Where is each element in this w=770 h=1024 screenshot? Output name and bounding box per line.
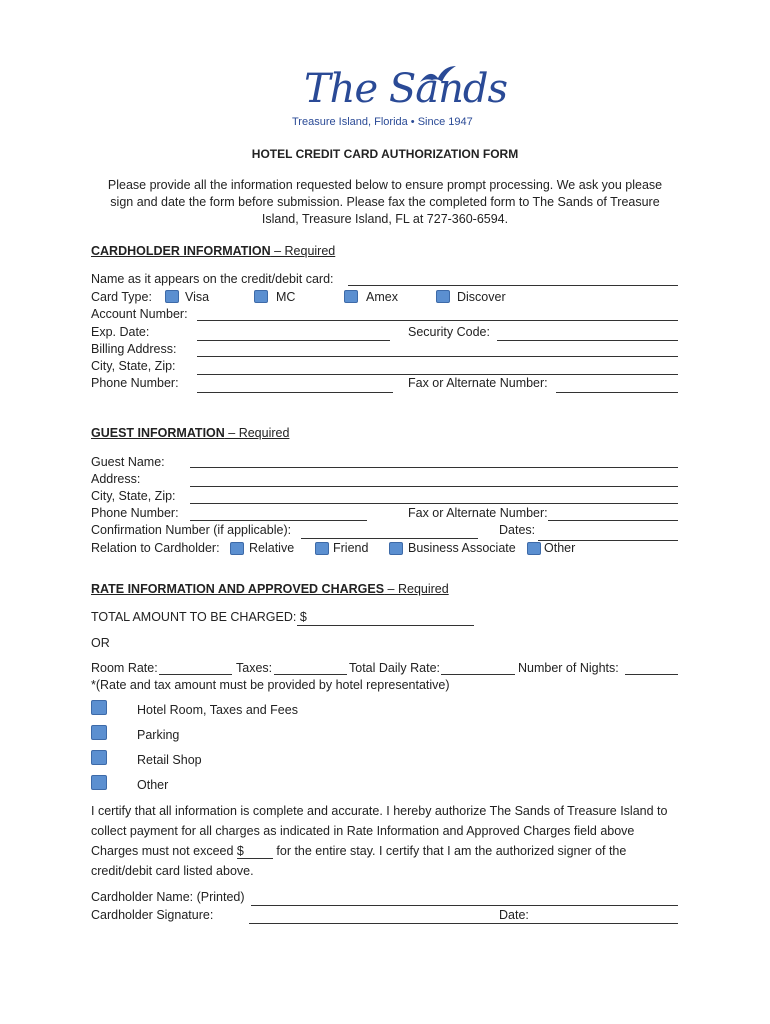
- confirmation-number-label: Confirmation Number (if applicable):: [91, 523, 292, 537]
- rate-note: *(Rate and tax amount must be provided by hotel representative): [91, 678, 450, 692]
- charge-hotel-checkbox[interactable]: [91, 700, 107, 715]
- guest-fax-label: Fax or Alternate Number:: [408, 506, 548, 520]
- required-note: – Required: [384, 582, 449, 596]
- relation-business-checkbox[interactable]: [389, 542, 403, 555]
- guest-city-field[interactable]: [190, 503, 678, 504]
- guest-phone-field[interactable]: [190, 520, 367, 521]
- required-note: – Required: [224, 426, 290, 440]
- account-number-field[interactable]: [197, 320, 678, 321]
- charge-hotel-label: Hotel Room, Taxes and Fees: [137, 703, 298, 717]
- relation-friend-checkbox[interactable]: [315, 542, 329, 555]
- billing-city-label: City, State, Zip:: [91, 359, 176, 373]
- card-type-label: Card Type:: [91, 290, 152, 304]
- certify-line: credit/debit card listed above.: [91, 864, 254, 878]
- certify-line: collect payment for all charges as indicated in Rate Information and Approved Charges field above: [91, 824, 635, 838]
- certify-line: I certify that all information is complete and accurate. I hereby authorize The Sands of Treasure Island to: [91, 804, 668, 818]
- intro-line: Island, Treasure Island, FL at 727-360-6594.: [261, 212, 509, 226]
- relation-relative-checkbox[interactable]: [230, 542, 244, 555]
- billing-address-label: Billing Address:: [91, 342, 177, 356]
- guest-fax-field[interactable]: [548, 520, 678, 521]
- account-number-label: Account Number:: [91, 307, 188, 321]
- certification-paragraph: [91, 801, 667, 881]
- intro-line: Please provide all the information requested below to ensure prompt processing. We ask you please: [107, 178, 663, 192]
- rate-section-heading: [91, 582, 449, 596]
- cardholder-heading: CARDHOLDER INFORMATION: [91, 244, 271, 258]
- guest-name-field[interactable]: [190, 467, 678, 468]
- guest-name-label: Guest Name:: [91, 455, 165, 469]
- total-amount-field[interactable]: [297, 625, 474, 626]
- card-type-amex-checkbox[interactable]: [344, 290, 358, 303]
- billing-address-field[interactable]: [197, 356, 678, 357]
- nights-field[interactable]: [625, 674, 678, 675]
- charge-retail-checkbox[interactable]: [91, 750, 107, 765]
- logo-tagline: Treasure Island, Florida • Since 1947: [292, 116, 473, 128]
- dates-label: Dates:: [499, 523, 536, 537]
- cardholder-phone-label: Phone Number:: [91, 376, 179, 390]
- charge-other-checkbox[interactable]: [91, 775, 107, 790]
- guest-section-heading: [91, 426, 289, 440]
- daily-rate-field[interactable]: [441, 674, 515, 675]
- guest-heading: GUEST INFORMATION: [91, 426, 225, 440]
- form-title: HOTEL CREDIT CARD AUTHORIZATION FORM: [251, 147, 519, 161]
- charge-parking-label: Parking: [137, 728, 180, 742]
- nights-label: Number of Nights:: [518, 661, 619, 675]
- certify-text: Charges must not exceed: [91, 844, 237, 858]
- relation-relative-label: Relative: [249, 541, 295, 555]
- certify-line: [91, 841, 667, 861]
- card-type-mc-checkbox[interactable]: [254, 290, 268, 303]
- guest-city-label: City, State, Zip:: [91, 489, 176, 503]
- guest-address-field[interactable]: [190, 486, 678, 487]
- required-note: – Required: [270, 244, 336, 258]
- card-type-visa-checkbox[interactable]: [165, 290, 179, 303]
- charge-parking-checkbox[interactable]: [91, 725, 107, 740]
- cardholder-name-field[interactable]: [348, 285, 678, 286]
- card-type-mc-label: MC: [276, 290, 296, 304]
- guest-address-label: Address:: [91, 472, 141, 486]
- intro-paragraph: [0, 177, 770, 228]
- guest-phone-label: Phone Number:: [91, 506, 179, 520]
- card-type-discover-label: Discover: [457, 290, 506, 304]
- cardholder-fax-label: Fax or Alternate Number:: [408, 376, 548, 390]
- signature-field[interactable]: [249, 923, 678, 924]
- relation-other-label: Other: [544, 541, 576, 555]
- card-type-visa-label: Visa: [185, 290, 210, 304]
- room-rate-label: Room Rate:: [91, 661, 158, 675]
- confirmation-number-field[interactable]: [301, 538, 478, 539]
- charge-limit-field[interactable]: $: [237, 844, 273, 859]
- or-label: OR: [91, 636, 110, 650]
- signature-label: Cardholder Signature:: [91, 908, 214, 922]
- charge-retail-label: Retail Shop: [137, 753, 202, 767]
- security-code-label: Security Code:: [408, 325, 490, 339]
- relation-business-label: Business Associate: [408, 541, 516, 555]
- rate-heading: RATE INFORMATION AND APPROVED CHARGES: [91, 582, 385, 596]
- taxes-label: Taxes:: [236, 661, 273, 675]
- billing-city-field[interactable]: [197, 374, 678, 375]
- relation-label: Relation to Cardholder:: [91, 541, 220, 555]
- logo: [290, 60, 507, 132]
- exp-date-label: Exp. Date:: [91, 325, 150, 339]
- certify-text: for the entire stay. I certify that I am the authorized signer of the: [272, 844, 627, 858]
- relation-other-checkbox[interactable]: [527, 542, 541, 555]
- total-amount-label: TOTAL AMOUNT TO BE CHARGED: $: [91, 610, 307, 624]
- charge-other-label: Other: [137, 778, 169, 792]
- exp-date-field[interactable]: [197, 340, 390, 341]
- logo-name: The Sands: [304, 66, 507, 112]
- signature-date-label: Date:: [499, 908, 529, 922]
- cardholder-phone-field[interactable]: [197, 392, 393, 393]
- card-type-discover-checkbox[interactable]: [436, 290, 450, 303]
- daily-rate-label: Total Daily Rate:: [349, 661, 441, 675]
- room-rate-field[interactable]: [159, 674, 232, 675]
- cardholder-fax-field[interactable]: [556, 392, 678, 393]
- security-code-field[interactable]: [497, 340, 678, 341]
- cardholder-section-heading: [91, 244, 335, 258]
- printed-name-label: Cardholder Name: (Printed): [91, 890, 245, 904]
- taxes-field[interactable]: [274, 674, 347, 675]
- cardholder-name-label: Name as it appears on the credit/debit card:: [91, 272, 334, 286]
- card-type-amex-label: Amex: [366, 290, 398, 304]
- intro-line: sign and date the form before submission. Please fax the completed form to The Sands of Treasure: [110, 195, 660, 209]
- printed-name-field[interactable]: [251, 905, 678, 906]
- relation-friend-label: Friend: [333, 541, 369, 555]
